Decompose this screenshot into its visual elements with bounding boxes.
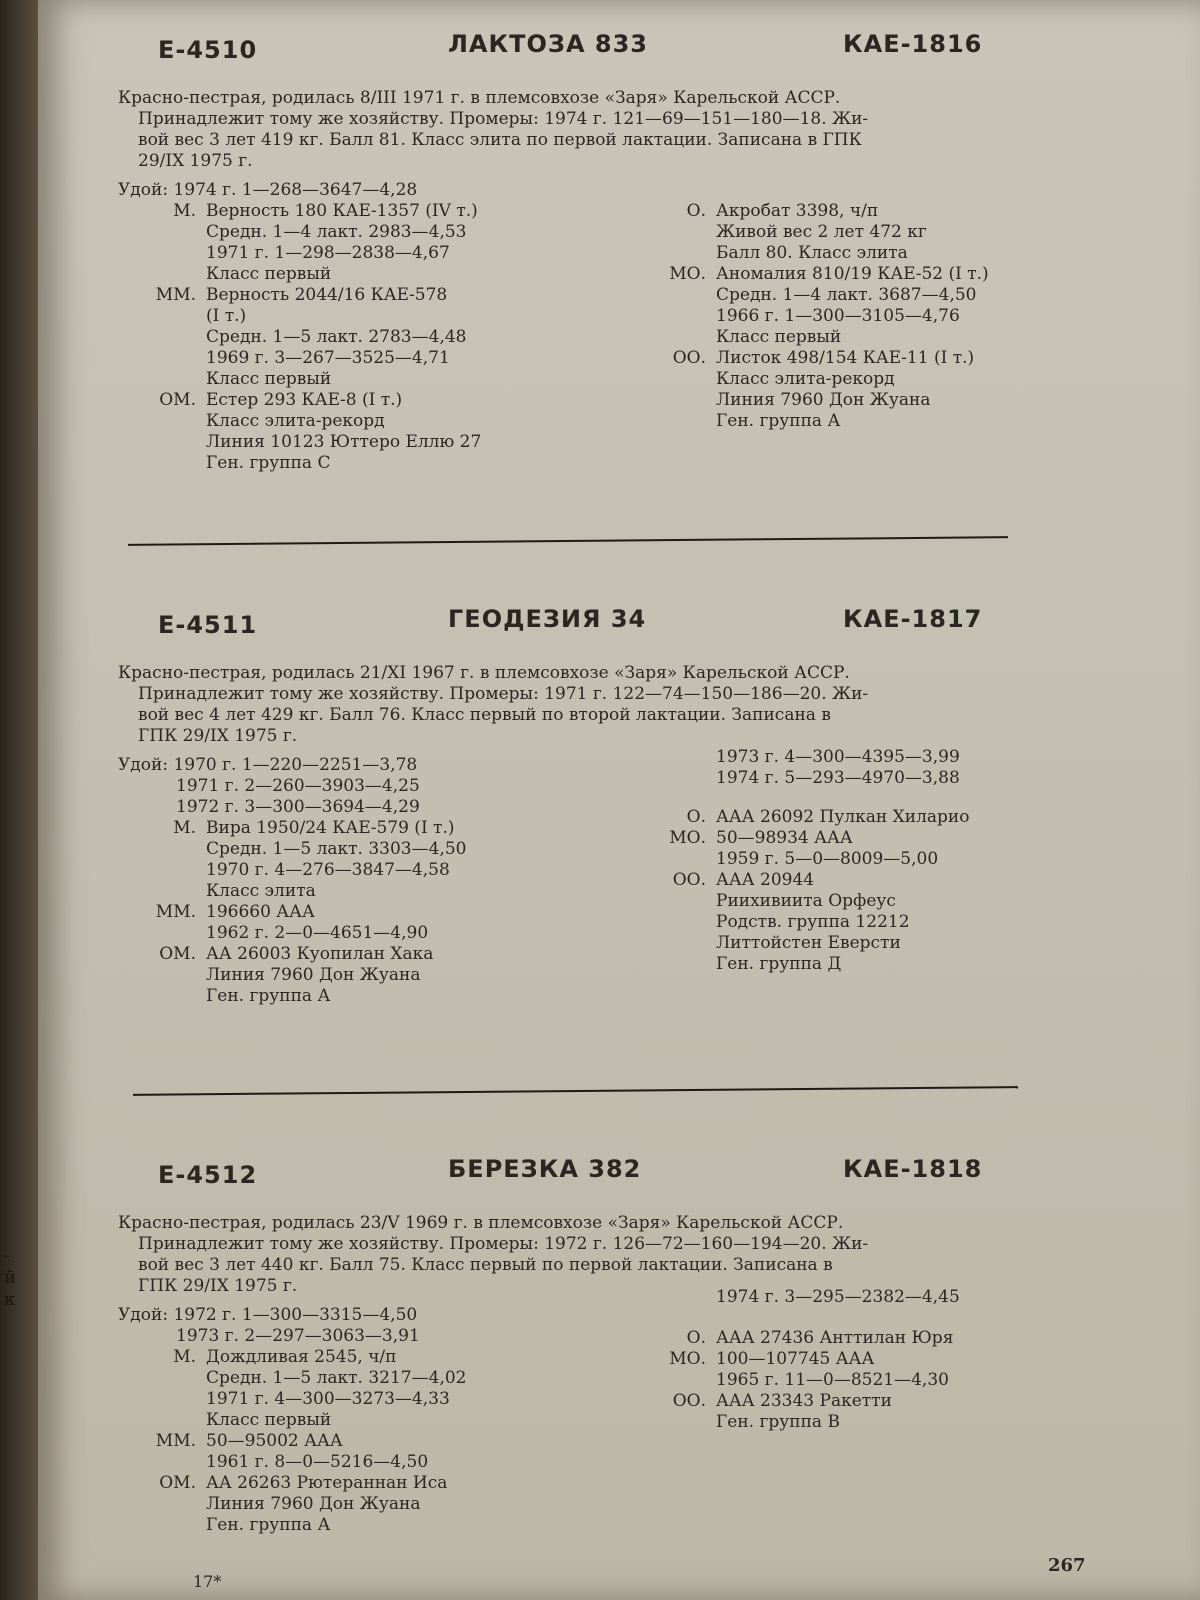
pedigree-line: Класс первый bbox=[716, 327, 842, 347]
yield-record: 1974 г. 5—293—4970—3,88 bbox=[716, 768, 960, 788]
pedigree-line: Средн. 1—4 лакт. 3687—4,50 bbox=[716, 285, 977, 305]
yield-record: 1970 г. 1—220—2251—3,78 bbox=[173, 755, 418, 775]
description-line: Красно-пестрая, родилась 23/V 1969 г. в племсовхозе «Заря» Карельской АССР. bbox=[118, 1213, 844, 1233]
relative-label: О. bbox=[686, 807, 706, 827]
description-line: Принадлежит тому же хозяйству. Промеры: 1972 г. 126—72—160—194—20. Жи- bbox=[138, 1234, 869, 1254]
yield-record: 1972 г. 1—300—3315—4,50 bbox=[173, 1305, 418, 1325]
entry-code: Е-4512 bbox=[158, 1161, 258, 1189]
fragment-line: й bbox=[4, 1267, 16, 1288]
entry-divider bbox=[128, 536, 1008, 546]
entry-header bbox=[118, 605, 1058, 645]
pedigree-line: 1961 г. 8—0—5216—4,50 bbox=[206, 1452, 429, 1472]
dam-side-column bbox=[118, 180, 618, 474]
relative-label: ММ. bbox=[155, 902, 196, 922]
pedigree-line: 50—98934 ААА bbox=[716, 828, 853, 848]
pedigree-line: АА 26003 Куопилан Хака bbox=[206, 944, 434, 964]
entry-header bbox=[118, 30, 1058, 70]
pedigree-line: Ген. группа А bbox=[716, 411, 841, 431]
pedigree-line: Класс первый bbox=[206, 264, 332, 284]
relative-label: М. bbox=[173, 1347, 196, 1367]
entry-code: Е-4510 bbox=[158, 36, 258, 64]
relative-label: М. bbox=[173, 818, 196, 838]
pedigree-entry bbox=[118, 1155, 1058, 1575]
pedigree-line: Листок 498/154 КАЕ-11 (I т.) bbox=[716, 348, 975, 368]
pedigree-line: Живой вес 2 лет 472 кг bbox=[716, 222, 927, 242]
pedigree-line: 196660 ААА bbox=[206, 902, 315, 922]
pedigree-line: ААА 27436 Анттилан Юря bbox=[716, 1328, 954, 1348]
pedigree-line: Линия 10123 Юттеро Еллю 27 bbox=[206, 432, 482, 452]
entry-description bbox=[118, 88, 1058, 172]
description-line: ГПК 29/IX 1975 г. bbox=[138, 726, 298, 746]
yield-label: Удой: bbox=[118, 180, 169, 200]
pedigree-line: 1959 г. 5—0—8009—5,00 bbox=[716, 849, 939, 869]
description-line: ГПК 29/IX 1975 г. bbox=[138, 1276, 298, 1296]
sire-side-column bbox=[628, 747, 1068, 975]
relative-label: ОО. bbox=[672, 348, 706, 368]
pedigree-line: 1965 г. 11—0—8521—4,30 bbox=[716, 1370, 949, 1390]
pedigree-entry bbox=[118, 605, 1058, 1055]
pedigree-line: Балл 80. Класс элита bbox=[716, 243, 908, 263]
entry-code: Е-4511 bbox=[158, 611, 258, 639]
pedigree-line: Ген. группа В bbox=[716, 1412, 840, 1432]
pedigree-line: 1969 г. 3—267—3525—4,71 bbox=[206, 348, 450, 368]
pedigree-line: Ген. группа С bbox=[206, 453, 331, 473]
pedigree-line: Ген. группа Д bbox=[716, 954, 842, 974]
pedigree-line: Ген. группа А bbox=[206, 1515, 331, 1535]
pedigree-line: Родств. группа 12212 bbox=[716, 912, 910, 932]
fragment-line: к bbox=[4, 1289, 16, 1310]
pedigree-line: Литтойстен Еверсти bbox=[716, 933, 901, 953]
relative-label: ММ. bbox=[155, 1431, 196, 1451]
pedigree-line: 1966 г. 1—300—3105—4,76 bbox=[716, 306, 960, 326]
pedigree-line: Линия 7960 Дон Жуана bbox=[206, 965, 421, 985]
description-line: Красно-пестрая, родилась 8/III 1971 г. в племсовхозе «Заря» Карельской АССР. bbox=[118, 88, 841, 108]
pedigree-line: (I т.) bbox=[206, 306, 247, 326]
pedigree-line: Акробат 3398, ч/п bbox=[716, 201, 879, 221]
yield-record: 1972 г. 3—300—3694—4,29 bbox=[176, 797, 420, 817]
description-line: вой вес 4 лет 429 кг. Балл 76. Класс первый по второй лактации. Записана в bbox=[138, 705, 831, 725]
fragment-line: - bbox=[4, 1245, 11, 1266]
pedigree-line: 1962 г. 2—0—4651—4,90 bbox=[206, 923, 429, 943]
pedigree-line: АА 26263 Рютераннан Иса bbox=[206, 1473, 448, 1493]
relative-label: МО. bbox=[669, 264, 706, 284]
kae-number: КАЕ-1816 bbox=[843, 30, 983, 58]
pedigree-line: Дождливая 2545, ч/п bbox=[206, 1347, 397, 1367]
sire-side-column bbox=[628, 201, 1068, 432]
relative-label: ОО. bbox=[672, 870, 706, 890]
signature-mark: 17* bbox=[193, 1572, 222, 1591]
pedigree-line: Средн. 1—5 лакт. 2783—4,48 bbox=[206, 327, 467, 347]
pedigree-line: Средн. 1—5 лакт. 3217—4,02 bbox=[206, 1368, 467, 1388]
pedigree-line: Верность 180 КАЕ-1357 (IV т.) bbox=[206, 201, 478, 221]
yield-record: 1974 г. 3—295—2382—4,45 bbox=[716, 1287, 960, 1307]
pedigree-line: Линия 7960 Дон Жуана bbox=[716, 390, 931, 410]
description-line: 29/IX 1975 г. bbox=[138, 151, 253, 171]
relative-label: О. bbox=[686, 1328, 706, 1348]
yield-record: 1973 г. 4—300—4395—3,99 bbox=[716, 747, 960, 767]
previous-page-fragment bbox=[4, 1245, 16, 1311]
pedigree-line: Верность 2044/16 КАЕ-578 bbox=[206, 285, 448, 305]
pedigree-line: Аномалия 810/19 КАЕ-52 (I т.) bbox=[716, 264, 989, 284]
cow-name: ЛАКТОЗА 833 bbox=[448, 30, 648, 58]
yield-record: 1971 г. 2—260—3903—4,25 bbox=[176, 776, 420, 796]
pedigree-line: ААА 23343 Ракетти bbox=[716, 1391, 892, 1411]
pedigree-line: Средн. 1—4 лакт. 2983—4,53 bbox=[206, 222, 467, 242]
pedigree-line: Класс первый bbox=[206, 369, 332, 389]
entry-divider bbox=[133, 1086, 1018, 1096]
yield-label: Удой: bbox=[118, 755, 169, 775]
pedigree-line: Класс элита-рекорд bbox=[716, 369, 895, 389]
pedigree-line: Риихивиита Орфеус bbox=[716, 891, 896, 911]
pedigree-entry bbox=[118, 30, 1058, 480]
pedigree-line: Линия 7960 Дон Жуана bbox=[206, 1494, 421, 1514]
pedigree-line: 1970 г. 4—276—3847—4,58 bbox=[206, 860, 450, 880]
pedigree-columns bbox=[118, 1287, 1058, 1575]
dam-side-column bbox=[118, 1305, 618, 1536]
kae-number: КАЕ-1818 bbox=[843, 1155, 983, 1183]
description-line: Принадлежит тому же хозяйству. Промеры: 1974 г. 121—69—151—180—18. Жи- bbox=[138, 109, 869, 129]
sire-side-column bbox=[628, 1287, 1068, 1433]
pedigree-line: Средн. 1—5 лакт. 3303—4,50 bbox=[206, 839, 467, 859]
relative-label: ОМ. bbox=[159, 944, 196, 964]
pedigree-line: Ген. группа А bbox=[206, 986, 331, 1006]
pedigree-columns bbox=[118, 747, 1058, 1055]
pedigree-line: 1971 г. 4—300—3273—4,33 bbox=[206, 1389, 450, 1409]
yield-record: 1974 г. 1—268—3647—4,28 bbox=[173, 180, 418, 200]
relative-label: ММ. bbox=[155, 285, 196, 305]
pedigree-line: 1971 г. 1—298—2838—4,67 bbox=[206, 243, 450, 263]
pedigree-line: Класс первый bbox=[206, 1410, 332, 1430]
description-line: Принадлежит тому же хозяйству. Промеры: 1971 г. 122—74—150—186—20. Жи- bbox=[138, 684, 869, 704]
kae-number: КАЕ-1817 bbox=[843, 605, 983, 633]
relative-label: М. bbox=[173, 201, 196, 221]
pedigree-line: Вира 1950/24 КАЕ-579 (I т.) bbox=[206, 818, 455, 838]
relative-label: О. bbox=[686, 201, 706, 221]
yield-label: Удой: bbox=[118, 1305, 169, 1325]
previous-page-edge bbox=[0, 0, 38, 1600]
relative-label: ОО. bbox=[672, 1391, 706, 1411]
entry-description bbox=[118, 1213, 1058, 1297]
description-line: вой вес 3 лет 440 кг. Балл 75. Класс первый по первой лактации. Записана в bbox=[138, 1255, 833, 1275]
yield-record: 1973 г. 2—297—3063—3,91 bbox=[176, 1326, 420, 1346]
pedigree-line: 50—95002 ААА bbox=[206, 1431, 343, 1451]
description-line: Красно-пестрая, родилась 21/XI 1967 г. в племсовхозе «Заря» Карельской АССР. bbox=[118, 663, 850, 683]
entry-header bbox=[118, 1155, 1058, 1195]
relative-label: ОМ. bbox=[159, 1473, 196, 1493]
relative-label: ОМ. bbox=[159, 390, 196, 410]
pedigree-line: 100—107745 ААА bbox=[716, 1349, 875, 1369]
pedigree-line: ААА 26092 Пулкан Хиларио bbox=[716, 807, 970, 827]
pedigree-line: ААА 20944 bbox=[716, 870, 815, 890]
pedigree-line: Класс элита bbox=[206, 881, 316, 901]
cow-name: ГЕОДЕЗИЯ 34 bbox=[448, 605, 647, 633]
dam-side-column bbox=[118, 755, 618, 1007]
description-line: вой вес 3 лет 419 кг. Балл 81. Класс элита по первой лактации. Записана в ГПК bbox=[138, 130, 862, 150]
relative-label: МО. bbox=[669, 1349, 706, 1369]
relative-label: МО. bbox=[669, 828, 706, 848]
entry-description bbox=[118, 663, 1058, 747]
page-number: 267 bbox=[1048, 1555, 1086, 1576]
pedigree-columns bbox=[118, 180, 1058, 480]
pedigree-line: Естер 293 КАЕ-8 (I т.) bbox=[206, 390, 403, 410]
pedigree-line: Класс элита-рекорд bbox=[206, 411, 385, 431]
book-page bbox=[38, 0, 1200, 1600]
cow-name: БЕРЕЗКА 382 bbox=[448, 1155, 642, 1183]
